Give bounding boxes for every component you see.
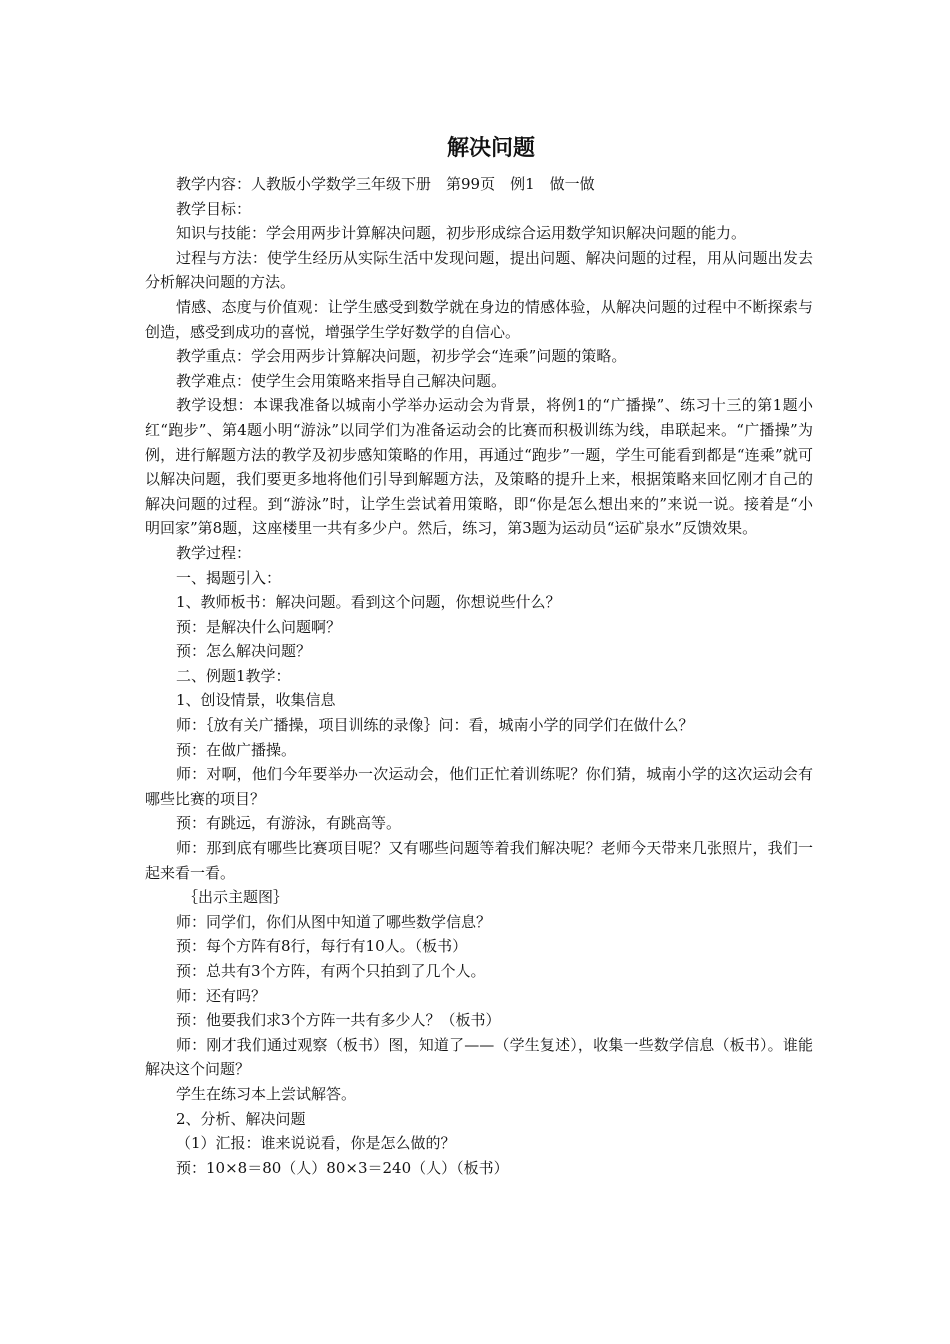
paragraph: 教学设想：本课我准备以城南小学举办运动会为背景，将例1的“广播操”、练习十三的第1题小红“跑步”、第4题小明“游泳”以同学们为准备运动会的比赛而积极训练为线，串联起来。“广播操”为例，进行解题方法的教学及初步感知策略的作用，再通过“跑步”一题，学生可能看到都是“连乘”就可以解决问题，我们要更多地将他们引导到解题方法，及策略的提升上来，根据策略来回忆刚才自己的解决问题的过程。到“游泳”时，让学生尝试着用策略，即“你是怎么想出来的”来说一说。接着是“小明回家”第8题，这座楼里一共有多少户。然后，练习，第3题为运动员“运矿泉水”反馈效果。 xyxy=(145,396,813,538)
paragraph: 知识与技能：学会用两步计算解决问题，初步形成综合运用数学知识解决问题的能力。 xyxy=(176,224,747,243)
paragraph: 师：｛放有关广播操，项目训练的录像｝问：看，城南小学的同学们在做什么？ xyxy=(176,716,694,735)
paragraph: 情感、态度与价值观：让学生感受到数学就在身边的情感体验，从解决问题的过程中不断探索与创造，感受到成功的喜悦，增强学生学好数学的自信心。 xyxy=(145,297,813,341)
paragraph: 预：每个方阵有8行，每行有10人。（板书） xyxy=(176,937,468,956)
paragraph: （1）汇报：谁来说说看，你是怎么做的？ xyxy=(176,1134,456,1153)
paragraph: 师：还有吗？ xyxy=(176,986,267,1005)
paragraph: 学生在练习本上尝试解答。 xyxy=(176,1084,357,1103)
paragraph: 预：总共有3个方阵，有两个只拍到了几个人。 xyxy=(176,962,486,980)
paragraph: 教学内容：人教版小学数学三年级下册 第99页 例1 做一做 xyxy=(176,175,595,193)
paragraph: 过程与方法：使学生经历从实际生活中发现问题，提出问题、解决问题的过程，用从问题出发去分析解决问题的方法。 xyxy=(145,248,813,292)
paragraph: 预：有跳远，有游泳，有跳高等。 xyxy=(176,814,402,833)
document-title: 解决问题 xyxy=(446,136,535,161)
paragraph: 教学过程： xyxy=(176,543,252,562)
paragraph: 师：同学们，你们从图中知道了哪些数学信息？ xyxy=(176,912,492,931)
paragraph: 2、分析、解决问题 xyxy=(176,1109,306,1128)
paragraph: 教学目标： xyxy=(176,199,252,218)
paragraph: 教学难点：使学生会用策略来指导自己解决问题。 xyxy=(176,371,507,390)
paragraph: 二、例题1教学： xyxy=(176,666,291,685)
paragraph: 预：在做广播操。 xyxy=(176,740,297,759)
paragraph: 预：10×8＝80（人）80×3＝240（人）（板书） xyxy=(176,1158,509,1177)
paragraph: 师：对啊，他们今年要举办一次运动会，他们正忙着训练呢？你们猜，城南小学的这次运动会有哪些比赛的项目？ xyxy=(145,765,813,808)
paragraph: 一、揭题引入： xyxy=(176,568,282,587)
paragraph: 教学重点：学会用两步计算解决问题，初步学会“连乘”问题的策略。 xyxy=(176,347,627,366)
document-body xyxy=(145,130,813,1180)
paragraph: 1、教师板书：解决问题。看到这个问题，你想说些什么？ xyxy=(176,593,561,612)
paragraph: ｛出示主题图｝ xyxy=(183,888,289,907)
paragraph: 1、创设情景，收集信息 xyxy=(176,691,336,710)
paragraph: 预：怎么解决问题？ xyxy=(176,642,312,661)
paragraph: 师：刚才我们通过观察（板书）图，知道了——（学生复述），收集一些数学信息（板书）。谁能解决这个问题？ xyxy=(145,1035,813,1079)
paragraph: 预：是解决什么问题啊？ xyxy=(176,617,342,636)
paragraph: 预：他要我们求3个方阵一共有多少人？（板书） xyxy=(176,1011,501,1030)
paragraph: 师：那到底有哪些比赛项目呢？又有哪些问题等着我们解决呢？老师今天带来几张照片，我们一起来看一看。 xyxy=(145,839,813,882)
